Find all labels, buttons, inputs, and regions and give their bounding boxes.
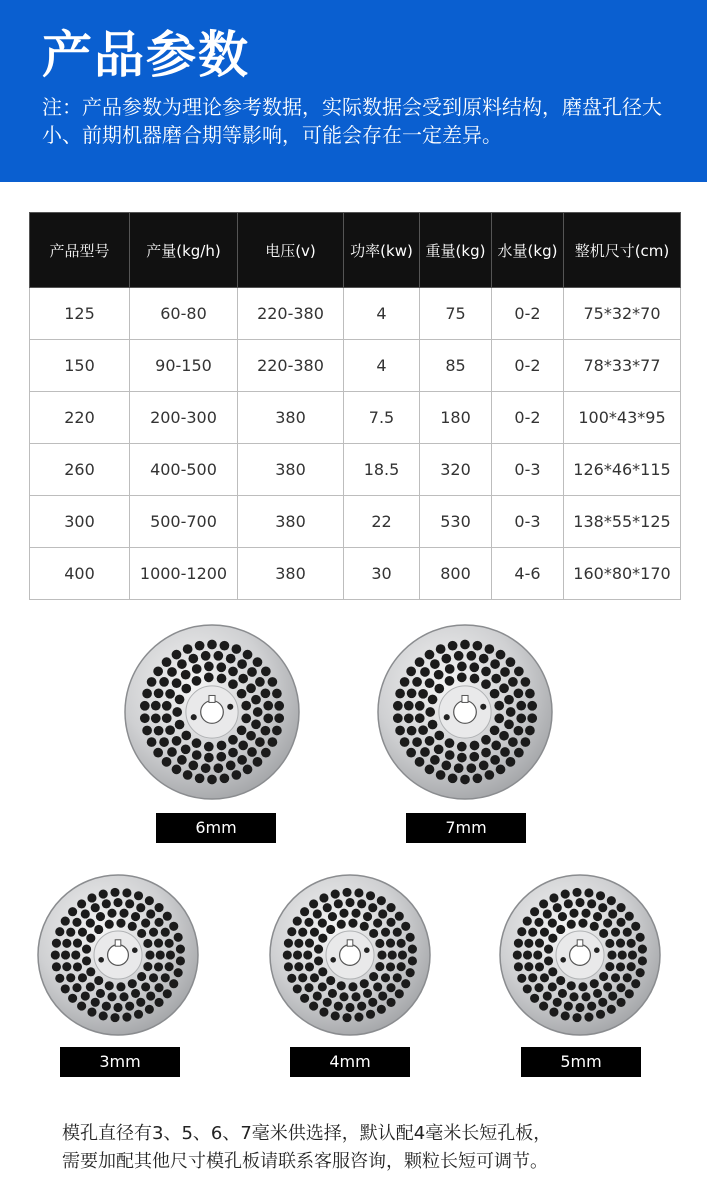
table-cell: 380 bbox=[238, 496, 344, 548]
table-cell: 400-500 bbox=[130, 444, 238, 496]
column-header: 产品型号 bbox=[30, 213, 130, 288]
table-cell: 4 bbox=[344, 288, 420, 340]
footer-description bbox=[62, 1120, 682, 1176]
table-cell: 4-6 bbox=[492, 548, 564, 600]
die-plate-image bbox=[123, 620, 301, 804]
footer-line: 需要加配其他尺寸模孔板请联系客服咨询，颗粒长短可调节。 bbox=[62, 1151, 548, 1172]
table-cell: 180 bbox=[420, 392, 492, 444]
disclaimer-note: 注：产品参数为理论参考数据，实际数据会受到原料结构，磨盘孔径大小、前期机器磨合期等影响，可能会存在一定差异。 bbox=[42, 95, 662, 147]
die-plate-image bbox=[376, 620, 554, 804]
die-plate-image bbox=[376, 620, 554, 804]
table-row bbox=[30, 288, 681, 340]
table-cell: 7.5 bbox=[344, 392, 420, 444]
table-cell: 75*32*70 bbox=[564, 288, 681, 340]
die-plate-image bbox=[268, 870, 432, 1040]
table-cell: 0-3 bbox=[492, 496, 564, 548]
table-row bbox=[30, 392, 681, 444]
die-plate-image bbox=[498, 870, 662, 1040]
table-cell: 30 bbox=[344, 548, 420, 600]
table-cell: 380 bbox=[238, 444, 344, 496]
die-plate-image bbox=[36, 870, 200, 1040]
table-cell: 220 bbox=[30, 392, 130, 444]
column-header: 重量(kg) bbox=[420, 213, 492, 288]
table-cell: 380 bbox=[238, 548, 344, 600]
table-cell: 0-2 bbox=[492, 340, 564, 392]
table-row bbox=[30, 496, 681, 548]
table-cell: 138*55*125 bbox=[564, 496, 681, 548]
column-header: 水量(kg) bbox=[492, 213, 564, 288]
table-cell: 78*33*77 bbox=[564, 340, 681, 392]
table-cell: 380 bbox=[238, 392, 344, 444]
table-cell: 125 bbox=[30, 288, 130, 340]
table-cell: 200-300 bbox=[130, 392, 238, 444]
table-row bbox=[30, 340, 681, 392]
table-cell: 126*46*115 bbox=[564, 444, 681, 496]
table-cell: 260 bbox=[30, 444, 130, 496]
table-cell: 530 bbox=[420, 496, 492, 548]
table-cell: 320 bbox=[420, 444, 492, 496]
table-cell: 220-380 bbox=[238, 340, 344, 392]
table-cell: 90-150 bbox=[130, 340, 238, 392]
die-plate-image bbox=[268, 870, 432, 1040]
die-plate-image bbox=[498, 870, 662, 1040]
plate-size-label: 7mm bbox=[406, 813, 526, 843]
table-cell: 1000-1200 bbox=[130, 548, 238, 600]
header-banner bbox=[0, 0, 707, 182]
table-cell: 4 bbox=[344, 340, 420, 392]
column-header: 产量(kg/h) bbox=[130, 213, 238, 288]
table-cell: 0-2 bbox=[492, 392, 564, 444]
table-cell: 0-3 bbox=[492, 444, 564, 496]
table-row bbox=[30, 548, 681, 600]
plate-size-label: 4mm bbox=[290, 1047, 410, 1077]
table-cell: 800 bbox=[420, 548, 492, 600]
table-cell: 150 bbox=[30, 340, 130, 392]
table-cell: 100*43*95 bbox=[564, 392, 681, 444]
column-header: 整机尺寸(cm) bbox=[564, 213, 681, 288]
table-cell: 400 bbox=[30, 548, 130, 600]
table-cell: 300 bbox=[30, 496, 130, 548]
spec-table bbox=[29, 212, 681, 600]
table-cell: 500-700 bbox=[130, 496, 238, 548]
page-title: 产品参数 bbox=[42, 26, 250, 84]
die-plate-image bbox=[36, 870, 200, 1040]
plate-size-label: 6mm bbox=[156, 813, 276, 843]
column-header: 电压(v) bbox=[238, 213, 344, 288]
plate-size-label: 3mm bbox=[60, 1047, 180, 1077]
table-cell: 22 bbox=[344, 496, 420, 548]
table-cell: 160*80*170 bbox=[564, 548, 681, 600]
table-cell: 0-2 bbox=[492, 288, 564, 340]
footer-line: 模孔直径有3、5、6、7毫米供选择，默认配4毫米长短孔板， bbox=[62, 1123, 552, 1144]
column-header: 功率(kw) bbox=[344, 213, 420, 288]
table-cell: 85 bbox=[420, 340, 492, 392]
table-cell: 220-380 bbox=[238, 288, 344, 340]
die-plate-image bbox=[123, 620, 301, 804]
table-cell: 75 bbox=[420, 288, 492, 340]
plate-size-label: 5mm bbox=[521, 1047, 641, 1077]
table-row bbox=[30, 444, 681, 496]
table-cell: 60-80 bbox=[130, 288, 238, 340]
table-header-row bbox=[30, 213, 681, 288]
table-cell: 18.5 bbox=[344, 444, 420, 496]
